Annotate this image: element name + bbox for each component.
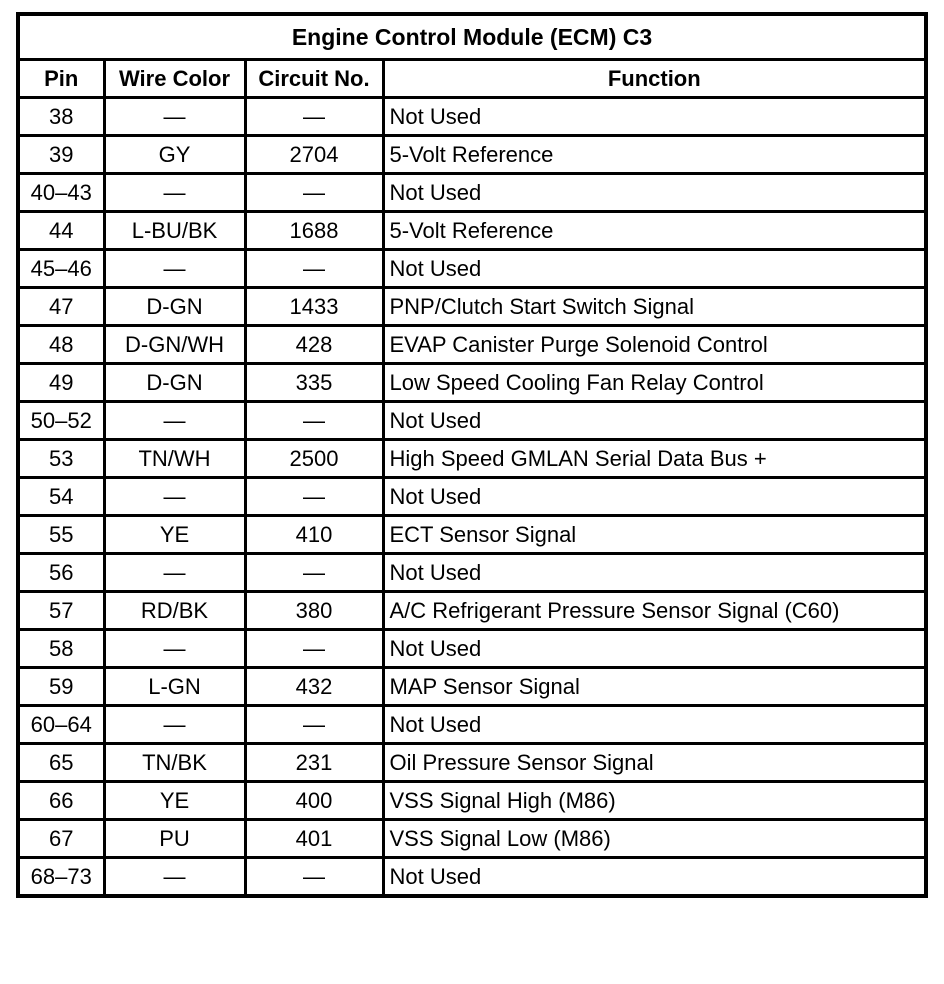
column-header-circuit-no: Circuit No. [245,60,383,98]
cell-pin: 68–73 [18,858,104,897]
cell-pin: 38 [18,98,104,136]
table-row [18,136,926,174]
cell-function: MAP Sensor Signal [383,668,926,706]
table-row [18,98,926,136]
cell-circuit-no: 401 [245,820,383,858]
table-title: Engine Control Module (ECM) C3 [18,14,926,60]
cell-pin: 58 [18,630,104,668]
cell-function: Not Used [383,554,926,592]
table-body [18,98,926,897]
cell-wire-color: — [104,478,245,516]
cell-circuit-no: — [245,98,383,136]
cell-function: VSS Signal Low (M86) [383,820,926,858]
table-row [18,478,926,516]
column-header-pin: Pin [18,60,104,98]
table-row [18,326,926,364]
cell-circuit-no: — [245,478,383,516]
cell-circuit-no: 380 [245,592,383,630]
cell-circuit-no: 410 [245,516,383,554]
cell-circuit-no: — [245,858,383,897]
table-row [18,858,926,897]
cell-pin: 57 [18,592,104,630]
table-row [18,288,926,326]
cell-pin: 40–43 [18,174,104,212]
cell-pin: 53 [18,440,104,478]
cell-pin: 48 [18,326,104,364]
cell-wire-color: TN/WH [104,440,245,478]
cell-wire-color: — [104,706,245,744]
cell-circuit-no: 2704 [245,136,383,174]
table-row [18,630,926,668]
cell-wire-color: RD/BK [104,592,245,630]
cell-function: Not Used [383,174,926,212]
table-row [18,516,926,554]
cell-circuit-no: 428 [245,326,383,364]
table-row [18,174,926,212]
table-row [18,250,926,288]
table-row [18,820,926,858]
cell-function: Not Used [383,706,926,744]
cell-circuit-no: 400 [245,782,383,820]
cell-function: A/C Refrigerant Pressure Sensor Signal (C60) [383,592,926,630]
cell-function: Low Speed Cooling Fan Relay Control [383,364,926,402]
cell-wire-color: D-GN/WH [104,326,245,364]
table-row [18,706,926,744]
cell-wire-color: — [104,98,245,136]
cell-circuit-no: — [245,706,383,744]
cell-function: 5-Volt Reference [383,136,926,174]
cell-circuit-no: — [245,174,383,212]
cell-circuit-no: — [245,630,383,668]
cell-function: Not Used [383,402,926,440]
cell-function: Not Used [383,98,926,136]
cell-circuit-no: 1688 [245,212,383,250]
cell-function: Oil Pressure Sensor Signal [383,744,926,782]
table-row [18,744,926,782]
cell-wire-color: D-GN [104,364,245,402]
cell-wire-color: — [104,858,245,897]
cell-pin: 59 [18,668,104,706]
cell-wire-color: — [104,554,245,592]
cell-wire-color: — [104,174,245,212]
cell-wire-color: — [104,250,245,288]
cell-pin: 67 [18,820,104,858]
table-row [18,668,926,706]
cell-pin: 49 [18,364,104,402]
cell-pin: 54 [18,478,104,516]
cell-circuit-no: 1433 [245,288,383,326]
cell-pin: 65 [18,744,104,782]
table-row [18,554,926,592]
cell-circuit-no: — [245,402,383,440]
cell-wire-color: L-GN [104,668,245,706]
table-row [18,402,926,440]
cell-function: VSS Signal High (M86) [383,782,926,820]
column-header-row [18,60,926,98]
cell-pin: 39 [18,136,104,174]
cell-wire-color: — [104,402,245,440]
cell-function: High Speed GMLAN Serial Data Bus + [383,440,926,478]
cell-wire-color: TN/BK [104,744,245,782]
cell-wire-color: PU [104,820,245,858]
cell-pin: 56 [18,554,104,592]
cell-function: Not Used [383,630,926,668]
title-row [18,14,926,60]
cell-wire-color: YE [104,516,245,554]
cell-function: Not Used [383,478,926,516]
cell-circuit-no: 231 [245,744,383,782]
cell-circuit-no: 2500 [245,440,383,478]
table-row [18,364,926,402]
cell-pin: 66 [18,782,104,820]
cell-pin: 60–64 [18,706,104,744]
ecm-connector-pinout-table [16,12,928,898]
cell-circuit-no: 335 [245,364,383,402]
cell-circuit-no: — [245,250,383,288]
cell-pin: 45–46 [18,250,104,288]
cell-pin: 47 [18,288,104,326]
cell-function: 5-Volt Reference [383,212,926,250]
cell-wire-color: D-GN [104,288,245,326]
table-row [18,592,926,630]
cell-wire-color: GY [104,136,245,174]
cell-pin: 55 [18,516,104,554]
cell-wire-color: YE [104,782,245,820]
cell-function: PNP/Clutch Start Switch Signal [383,288,926,326]
cell-wire-color: L-BU/BK [104,212,245,250]
cell-function: ECT Sensor Signal [383,516,926,554]
table-row [18,782,926,820]
cell-function: Not Used [383,858,926,897]
cell-pin: 44 [18,212,104,250]
cell-function: EVAP Canister Purge Solenoid Control [383,326,926,364]
table-row [18,212,926,250]
cell-circuit-no: — [245,554,383,592]
table-row [18,440,926,478]
cell-function: Not Used [383,250,926,288]
cell-circuit-no: 432 [245,668,383,706]
column-header-function: Function [383,60,926,98]
cell-wire-color: — [104,630,245,668]
cell-pin: 50–52 [18,402,104,440]
column-header-wire-color: Wire Color [104,60,245,98]
table-header [18,14,926,98]
